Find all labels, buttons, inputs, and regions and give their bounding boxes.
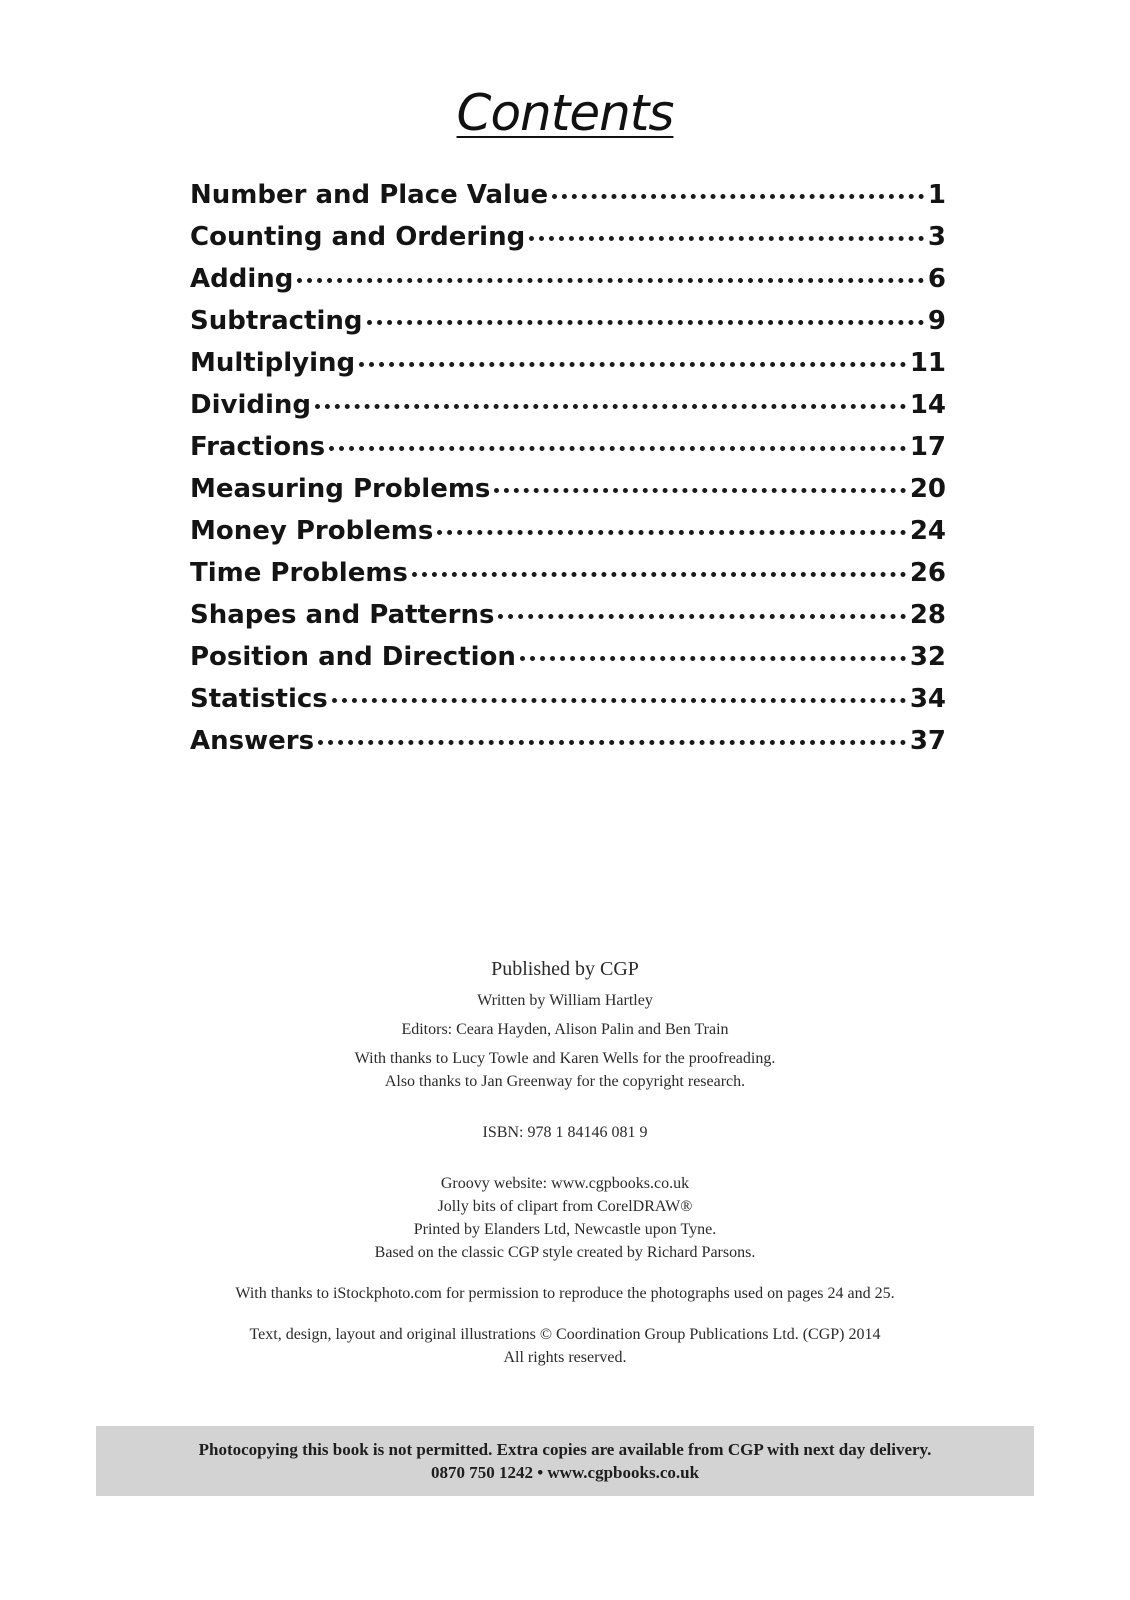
toc-entry-label: Measuring Problems [190,474,491,504]
toc-entry-page-number: 17 [909,432,946,462]
toc-entry-label: Money Problems [190,516,434,546]
toc-entry [190,264,946,306]
toc-entry-label: Time Problems [190,558,408,588]
toc-entry [190,558,946,600]
toc-dot-leader [315,404,906,409]
editors-line: Editors: Ceara Hayden, Alison Palin and Ben Train [401,1021,729,1038]
toc-entry [190,474,946,516]
toc-entry-page-number: 11 [909,348,946,378]
toc-dot-leader [367,320,924,325]
toc-entry-page-number: 32 [909,642,946,672]
isbn-line: ISBN: 978 1 84146 081 9 [482,1124,648,1141]
title-area [0,84,1130,142]
toc-entry-page-number: 24 [909,516,946,546]
table-of-contents [190,180,946,768]
toc-dot-leader [412,572,906,577]
toc-entry [190,180,946,222]
toc-entry-page-number: 37 [909,726,946,756]
toc-dot-leader [359,362,906,367]
toc-entry-label: Answers [190,726,315,756]
style-line: Based on the classic CGP style created by Richard Parsons. [374,1244,756,1261]
toc-entry-label: Adding [190,264,294,294]
toc-entry-page-number: 9 [927,306,946,336]
toc-entry [190,222,946,264]
credits-block [0,958,1130,1369]
toc-dot-leader [529,236,924,241]
toc-dot-leader [318,740,906,745]
toc-entry-label: Counting and Ordering [190,222,526,252]
toc-dot-leader [520,656,906,661]
toc-entry-page-number: 34 [909,684,946,714]
toc-dot-leader [297,278,924,283]
toc-entry-label: Fractions [190,432,326,462]
toc-entry-label: Dividing [190,390,311,420]
banner-line-2: 0870 750 1242 • www.cgpbooks.co.uk [430,1463,700,1482]
toc-dot-leader [437,530,905,535]
toc-dot-leader [329,446,906,451]
toc-entry [190,726,946,768]
toc-entry-page-number: 1 [927,180,946,210]
banner-line-1: Photocopying this book is not permitted. Extra copies are available from CGP with next day delivery. [198,1440,932,1459]
toc-entry-page-number: 3 [927,222,946,252]
toc-entry [190,348,946,390]
toc-entry [190,516,946,558]
toc-entry-label: Subtracting [190,306,363,336]
printer-line: Printed by Elanders Ltd, Newcastle upon Tyne. [413,1221,717,1238]
istock-line: With thanks to iStockphoto.com for permission to reproduce the photographs used on pages 24 and 25. [235,1285,895,1302]
copyright-line: Text, design, layout and original illustrations © Coordination Group Publications Ltd. (CGP) 2014 [249,1326,881,1343]
toc-entry-page-number: 26 [909,558,946,588]
toc-entry-page-number: 6 [927,264,946,294]
toc-entry [190,642,946,684]
publisher-line: Published by CGP [491,958,639,980]
toc-entry-label: Number and Place Value [190,180,549,210]
toc-entry [190,600,946,642]
toc-entry-label: Multiplying [190,348,356,378]
toc-entry [190,684,946,726]
toc-dot-leader [494,488,905,493]
thanks-line-2: Also thanks to Jan Greenway for the copyright research. [384,1073,746,1090]
thanks-line-1: With thanks to Lucy Towle and Karen Wells for the proofreading. [354,1050,776,1067]
toc-dot-leader [498,614,905,619]
toc-entry-page-number: 20 [909,474,946,504]
author-line: Written by William Hartley [477,992,653,1009]
clipart-line: Jolly bits of clipart from CorelDRAW® [437,1198,693,1215]
toc-entry [190,432,946,474]
toc-dot-leader [332,698,906,703]
toc-entry [190,306,946,348]
toc-entry [190,390,946,432]
toc-entry-page-number: 28 [909,600,946,630]
toc-entry-label: Statistics [190,684,328,714]
toc-entry-label: Position and Direction [190,642,516,672]
page-title: Contents [456,84,674,142]
rights-line: All rights reserved. [503,1349,627,1366]
toc-entry-page-number: 14 [909,390,946,420]
photocopy-banner [96,1426,1034,1496]
website-line: Groovy website: www.cgpbooks.co.uk [440,1175,690,1192]
toc-dot-leader [552,194,924,199]
toc-entry-label: Shapes and Patterns [190,600,495,630]
